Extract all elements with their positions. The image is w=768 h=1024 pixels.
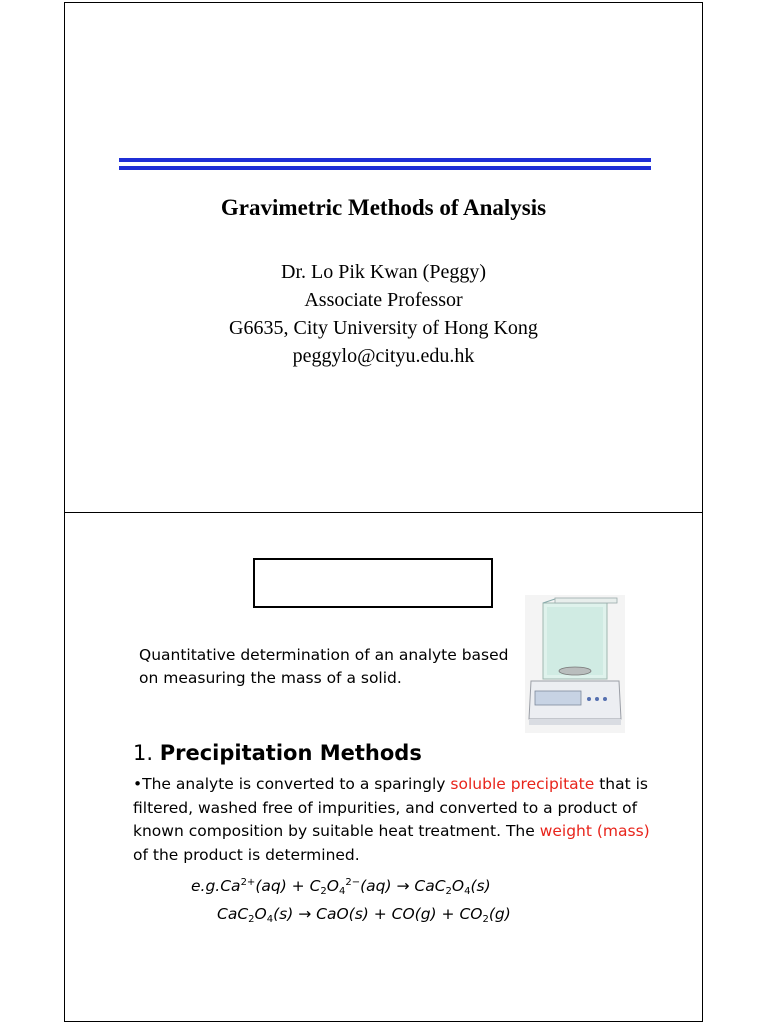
title-slide	[64, 2, 703, 513]
slide-title: Gravimetric Methods of Analysis	[220, 195, 547, 220]
body-text-part: of the product is determined.	[133, 845, 360, 864]
empty-title-box	[253, 558, 493, 608]
author-name: Dr. Lo Pik Kwan (Peggy)	[281, 261, 486, 283]
author-email: peggylo@cityu.edu.hk	[292, 345, 475, 367]
highlight-weight-mass: weight (mass)	[539, 822, 650, 840]
precipitation-equation: $e.g.Ca^{2+}(aq) + C_2O_4^{2-}(aq) \to CaC_2O_4(s)$	[191, 877, 491, 897]
definition-line-2: on measuring the mass of a solid.	[139, 669, 402, 687]
definition-line-1: Quantitative determination of an analyte based	[139, 646, 509, 664]
author-position: Associate Professor	[304, 289, 463, 311]
body-text-part: that is filtered, washed free of impurities, and converted to a product of known composition by suitable heat treatment. The	[133, 775, 649, 840]
body-text-part: •The analyte is converted to a sparingly	[133, 775, 451, 793]
decomposition-equation: $CaC_2O_4(s) \to CaO(s) + CO(g) + CO_2(g)$	[217, 905, 511, 925]
highlight-soluble-precipitate: soluble precipitate	[450, 775, 595, 793]
section-number: 1.	[133, 741, 154, 765]
blue-rule-top	[119, 158, 651, 162]
section-title: Precipitation Methods	[159, 741, 422, 765]
author-block	[65, 258, 702, 370]
section-heading	[133, 741, 422, 765]
analytical-balance-image	[525, 595, 625, 733]
precipitation-description	[133, 773, 663, 867]
author-office: G6635, City University of Hong Kong	[229, 317, 538, 339]
content-slide	[64, 512, 703, 1022]
blue-rule-bottom	[119, 166, 651, 170]
definition-text	[139, 644, 519, 690]
